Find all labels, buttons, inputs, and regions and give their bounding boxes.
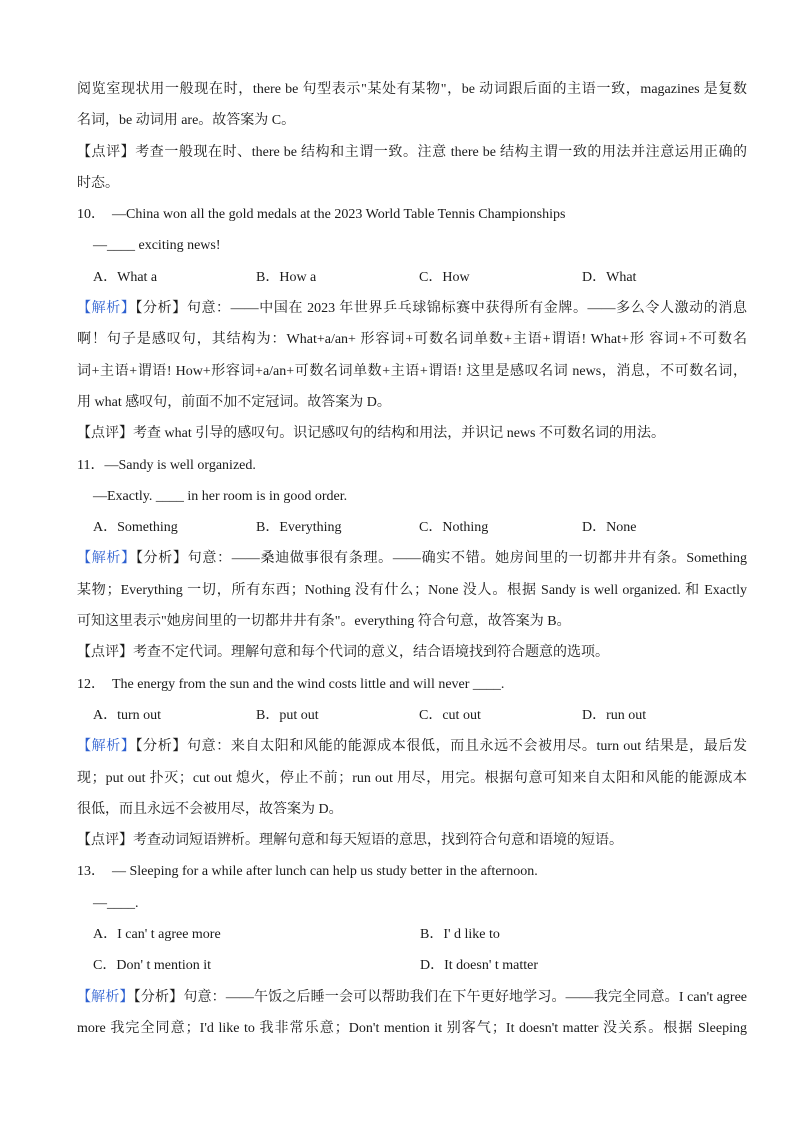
analysis-tag: 【解析】 <box>77 551 136 567</box>
analysis-tag: 【解析】 <box>77 989 134 1005</box>
analysis-line: 【解析】【分析】句意：来自太阳和风能的能源成本很低，而且永远不会被用尽。turn out 结果是，最后发 <box>77 739 747 755</box>
question-stem: 13． — Sleeping for a while after lunch can help us study better in the afternoon. <box>77 864 538 880</box>
analysis-line: 词+主语+谓语! How+形容词+a/an+可数名词单数+主语+谓语! 这里是感叹名词 news，消息，不可数名词， <box>77 363 747 379</box>
option-a: A．turn out <box>93 707 162 723</box>
analysis-line: 很低，而且永远不会被用尽，故答案为 D。 <box>77 801 343 817</box>
option-d: D．What <box>582 269 637 285</box>
analysis-line: 现；put out 扑灭；cut out 熄火，停止不前；run out 用尽，用完。根据句意可知来自太阳和风能的能源成本 <box>77 770 747 786</box>
analysis-line: more 我完全同意；I'd like to 我非常乐意；Don't mention it 别客气；It doesn't matter 没关系。根据 Sleeping <box>77 1020 747 1036</box>
option-d: D．run out <box>582 707 647 723</box>
option-c: C．cut out <box>419 707 481 723</box>
analysis-line: 阅览室现状用一般现在时，there be 句型表示"某处有某物"，be 动词跟后面的主语一致，magazines 是复数 <box>77 82 747 97</box>
analysis-line: 【解析】【分析】句意：——桑迪做事很有条理。——确实不错。她房间里的一切都井井有条。Something <box>77 551 747 567</box>
analysis-line: 名词，be 动词用 are。故答案为 C。 <box>77 113 296 129</box>
option-b: B．How a <box>256 269 317 285</box>
comment-line <box>77 137 747 168</box>
analysis-line: 【解析】【分析】句意：——午饭之后睡一会可以帮助我们在下午更好地学习。——我完全同意。I can't agree <box>77 989 747 1005</box>
comment-line: 【点评】考查 what 引导的感叹句。识记感叹句的结构和用法，并识记 news 不可数名词的用法。 <box>77 426 665 442</box>
question-reply: —____. <box>93 895 139 911</box>
comment-line: 【点评】考查动词短语辨析。理解句意和每天短语的意思，找到符合句意和语境的短语。 <box>77 833 623 849</box>
analysis-line: 啊！句子是感叹句，其结构为：What+a/an+ 形容词+可数名词单数+主语+谓语! What+形 容词+不可数名 <box>77 332 747 348</box>
question-reply: —____ exciting news! <box>93 238 221 254</box>
analysis-line: 某物；Everything 一切，所有东西；Nothing 没有什么；None 没人。根据 Sandy is well organized. 和 Exactly <box>77 582 747 598</box>
page-content <box>77 74 747 1044</box>
analysis-line: 用 what 感叹句，前面不加不定冠词。故答案为 D。 <box>77 394 391 410</box>
option-row <box>77 262 747 293</box>
question-reply: —Exactly. ____ in her room is in good order. <box>93 488 348 504</box>
comment-tag: 【点评】 <box>77 645 133 661</box>
comment-tag: 【点评】 <box>77 426 133 442</box>
comment-tag: 【点评】 <box>77 833 133 849</box>
option-d: D．None <box>582 520 637 536</box>
comment-text: 考查一般现在时、there be 结构和主谓一致。注意 there be 结构主谓一致的用法并注意运用正确的 <box>135 144 747 160</box>
option-row <box>77 919 747 950</box>
option-c: C．Don' t mention it <box>93 958 212 974</box>
option-d: D．It doesn' t matter <box>420 958 538 974</box>
question-stem: 12． The energy from the sun and the wind costs little and will never ____. <box>77 676 505 692</box>
analysis-line: 【解析】【分析】句意：——中国在 2023 年世界乒乓球锦标赛中获得所有金牌。——多么令人激动的消息 <box>77 301 747 317</box>
question-stem: 10． —China won all the gold medals at the 2023 World Table Tennis Championships <box>77 207 566 223</box>
comment-line: 【点评】考查不定代词。理解句意和每个代词的意义，结合语境找到符合题意的选项。 <box>77 645 609 661</box>
option-row <box>77 950 747 981</box>
option-c: C．How <box>419 269 470 285</box>
option-a: A．I can' t agree more <box>93 927 221 943</box>
question-stem: 11．—Sandy is well organized. <box>77 457 256 473</box>
analysis-tag: 【解析】 <box>77 301 136 317</box>
option-b: B．Everything <box>256 520 342 536</box>
option-row <box>77 700 747 731</box>
comment-line: 时态。 <box>77 175 119 191</box>
option-b: B．I' d like to <box>420 927 500 943</box>
option-b: B．put out <box>256 707 319 723</box>
option-c: C．Nothing <box>419 520 489 536</box>
option-a: A．What a <box>93 269 158 285</box>
option-row <box>77 512 747 543</box>
comment-tag: 【点评】 <box>77 144 136 160</box>
analysis-tag: 【解析】 <box>77 739 136 755</box>
analysis-line: 可知这里表示"她房间里的一切都井井有条"。everything 符合句意，故答案为 B。 <box>77 614 571 630</box>
option-a: A．Something <box>93 520 178 536</box>
